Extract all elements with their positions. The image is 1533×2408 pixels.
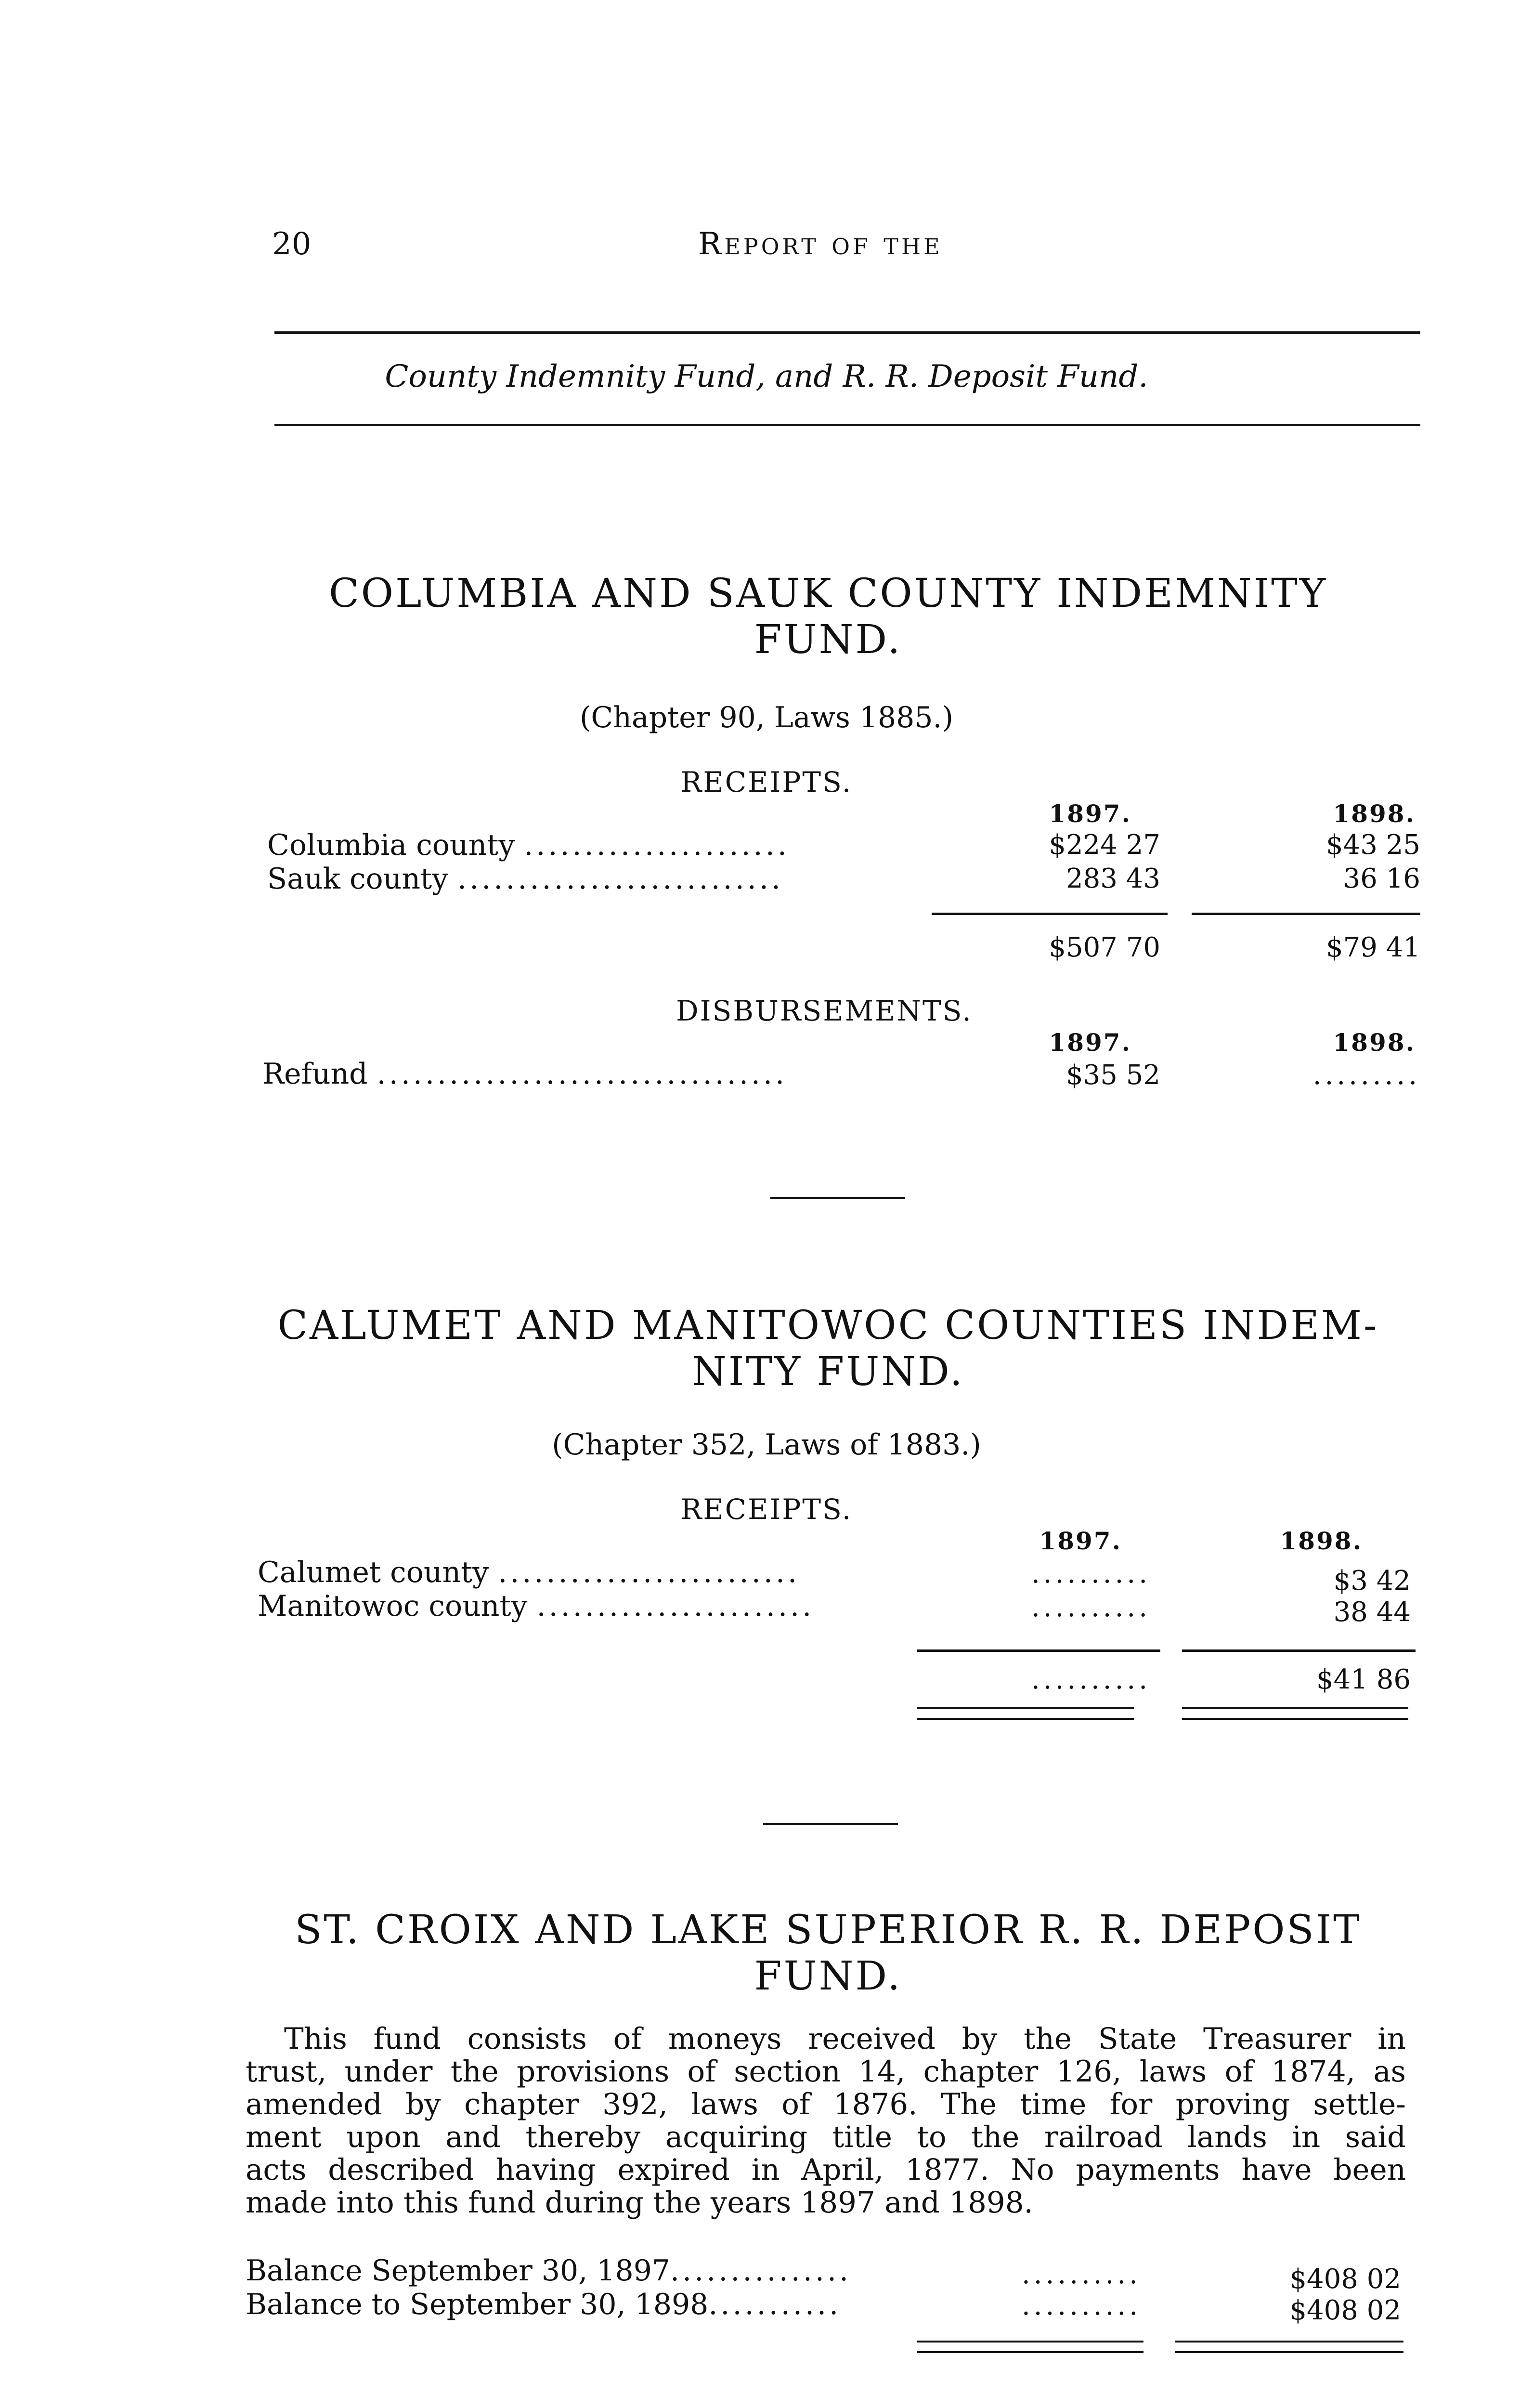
receipt-value-1897: ..........: [1031, 1592, 1151, 1623]
chapter-reference: (Chapter 352, Laws of 1883.): [552, 1428, 981, 1462]
year-header-1898: 1898.: [1333, 1028, 1416, 1057]
running-title: REPORT OF THE: [698, 226, 943, 262]
receipt-value-1898: $3 42: [1333, 1565, 1411, 1597]
double-rule: [917, 2341, 1143, 2343]
balance-row-label: Balance September 30, 1897...............: [246, 2254, 852, 2288]
total-rule: [932, 913, 1168, 915]
balance-value-1897: ..........: [1021, 2259, 1141, 2290]
receipt-row-label: Calumet county .........................: [258, 1556, 800, 1589]
page-number: 20: [272, 226, 312, 262]
receipt-value-1898: 36 16: [1343, 863, 1420, 894]
section-divider: [770, 1197, 905, 1199]
section-title-st-croix: ST. CROIX AND LAKE SUPERIOR R. R. DEPOSIT FUND.: [295, 1907, 1362, 1999]
disbursement-row-label: Refund ..................................: [262, 1057, 788, 1091]
double-rule: [917, 2351, 1143, 2353]
subheading-rule: [274, 424, 1420, 426]
receipt-row-label: Columbia county ......................: [267, 828, 790, 862]
page-subheading: County Indemnity Fund, and R. R. Deposit Fund.: [385, 359, 1148, 394]
double-rule: [1175, 2341, 1403, 2343]
year-header-1897: 1897.: [1049, 1028, 1131, 1057]
receipt-row-label: Sauk county ...........................: [267, 862, 783, 896]
section-divider: [763, 1823, 898, 1825]
balance-value-1898: $408 02: [1289, 2295, 1401, 2326]
total-rule: [1182, 1649, 1416, 1652]
total-rule: [1192, 913, 1420, 915]
double-rule: [917, 1718, 1134, 1720]
year-header-1898: 1898.: [1333, 799, 1416, 828]
receipt-total-1897: ..........: [1031, 1664, 1151, 1695]
double-rule: [917, 1707, 1134, 1709]
section-title-calumet-manitowoc: CALUMET AND MANITOWOC COUNTIES INDEM- NITY FUND.: [277, 1303, 1379, 1395]
balance-value-1897: ..........: [1021, 2290, 1141, 2321]
receipt-value-1898: 38 44: [1333, 1597, 1411, 1628]
receipt-total-1898: $79 41: [1326, 932, 1420, 963]
year-header-1897: 1897.: [1049, 799, 1131, 828]
year-header-1897: 1897.: [1039, 1527, 1122, 1555]
double-rule: [1182, 1707, 1408, 1709]
receipt-total-1898: $41 86: [1316, 1664, 1411, 1695]
balance-row-label: Balance to September 30, 1898...........: [246, 2288, 842, 2321]
disbursement-value-1898: .........: [1312, 1060, 1420, 1091]
double-rule: [1182, 1718, 1408, 1720]
year-header-1898: 1898.: [1280, 1527, 1363, 1555]
header-rule: [274, 331, 1420, 334]
double-rule: [1175, 2351, 1403, 2353]
fund-description-paragraph: This fund consists of moneys received by the State Treasurer in trust, under the provisions of section 14, chapter 126, laws of 1874, as amended by chapter 392, laws of 1876. The time for proving settle- ment upon and thereby acquiring title to the railroad lands in said acts described having expired in April, 1877. No payments have been made into this fund during the years 1897 and 1898.: [246, 2022, 1406, 2220]
receipt-total-1897: $507 70: [1049, 932, 1160, 963]
receipt-row-label: Manitowoc county .......................: [258, 1589, 815, 1623]
chapter-reference: (Chapter 90, Laws 1885.): [579, 701, 953, 734]
receipt-value-1898: $43 25: [1326, 829, 1420, 861]
receipt-value-1897: ..........: [1031, 1558, 1151, 1589]
disbursements-heading: DISBURSEMENTS.: [676, 995, 973, 1027]
receipt-value-1897: $224 27: [1049, 829, 1160, 861]
disbursement-value-1897: $35 52: [1066, 1060, 1160, 1091]
total-rule: [917, 1649, 1160, 1652]
balance-value-1898: $408 02: [1289, 2264, 1401, 2295]
receipts-heading: RECEIPTS.: [680, 1493, 853, 1526]
receipt-value-1897: 283 43: [1066, 863, 1160, 894]
receipts-heading: RECEIPTS.: [680, 766, 853, 798]
section-title-columbia-sauk: COLUMBIA AND SAUK COUNTY INDEMNITY FUND.: [329, 571, 1327, 663]
